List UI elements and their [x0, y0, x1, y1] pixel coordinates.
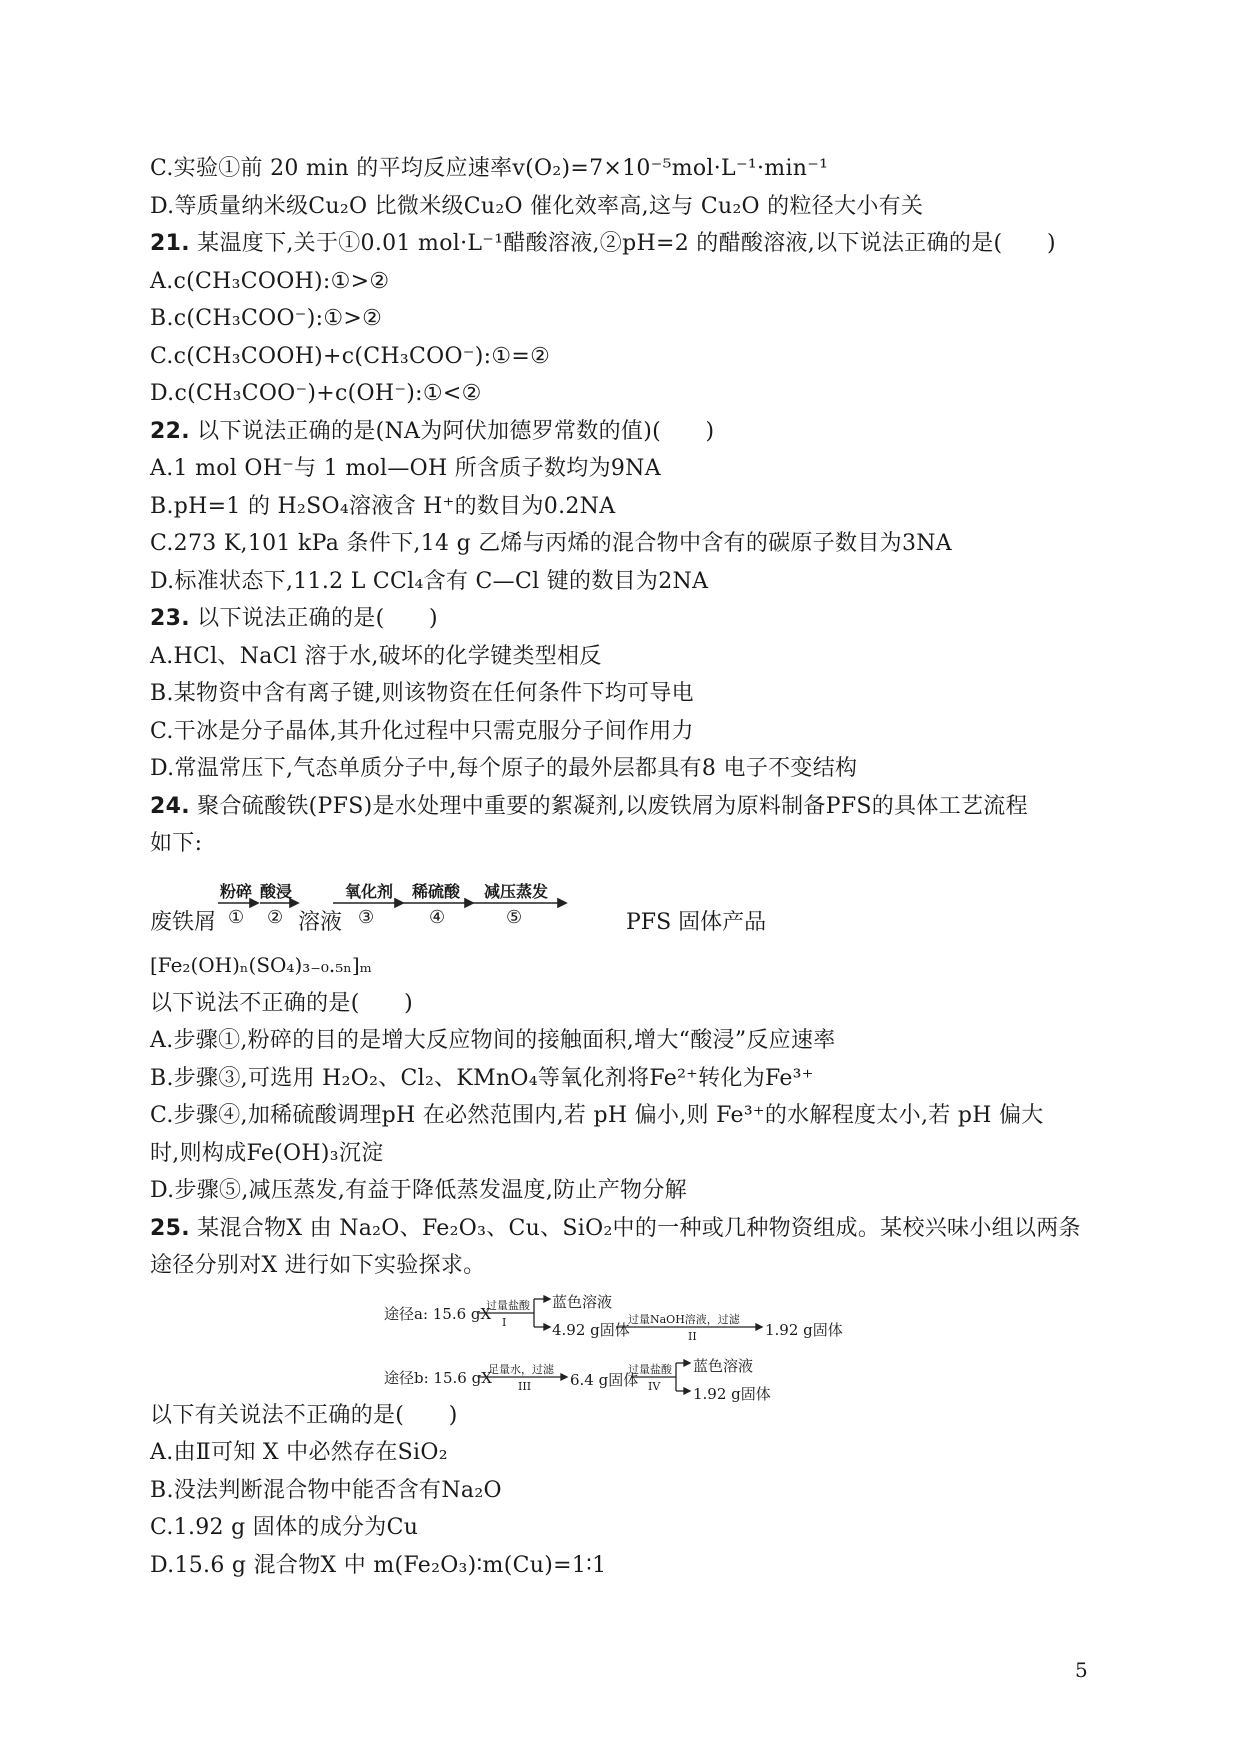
pfs-process-flow [150, 865, 1100, 945]
route-a-step2-number: II [688, 1329, 697, 1343]
q21-option-c: C.c(CH₃COOH)+c(CH₃COO⁻):①=② [150, 343, 551, 369]
pfs-formula: [Fe₂(OH)ₙ(SO₄)₃₋₀.₅ₙ]ₘ [150, 952, 372, 977]
q25-ask: 以下有关说法不正确的是( ) [150, 1402, 458, 1428]
question-number: 21. [150, 231, 190, 256]
step1-label: 粉碎 [220, 881, 253, 901]
question-22-stem [150, 413, 1100, 451]
q22-option-b: B.pH=1 的 H₂SO₄溶液含 H⁺的数目为0.2NA [150, 493, 616, 519]
q21-option-b: B.c(CH₃COO⁻):①>② [150, 306, 383, 331]
q25-option-b: B.没法判断混合物中能否含有Na₂O [150, 1477, 502, 1503]
question-text: 某温度下,关于①0.01 mol·L⁻¹醋酸溶液,②pH=2 的醋酸溶液,以下说法正确的是( ) [189, 231, 1056, 256]
question-number: 24. [150, 793, 190, 819]
question-24-stem [150, 788, 1100, 826]
q25-option-d: D.15.6 g 混合物X 中 m(Fe₂O₃)∶m(Cu)=1∶1 [150, 1552, 607, 1578]
q24-option-d: D.步骤⑤,减压蒸发,有益于降低蒸发温度,防止产物分解 [150, 1178, 687, 1203]
route-b-step2-number: IV [648, 1379, 661, 1393]
q24-option-b: B.步骤③,可选用 H₂O₂、Cl₂、KMnO₄等氧化剂将Fe²⁺转化为Fe³⁺ [150, 1065, 814, 1091]
q23-option-c: C.干冰是分子晶体,其升化过程中只需克服分子间作用力 [150, 718, 694, 744]
route-b-blue-solution: 蓝色溶液 [693, 1356, 754, 1375]
route-b-step2-label: 过量盐酸 [628, 1362, 672, 1376]
step3-number: ③ [358, 906, 375, 928]
question-23-stem [150, 600, 1100, 638]
route-a-step2-label: 过量NaOH溶液，过滤 [628, 1312, 740, 1326]
question-21-stem [150, 225, 1100, 263]
question-text: 聚合硫酸铁(PFS)是水处理中重要的絮凝剂,以废铁屑为原料制备PFS的具体工艺流程 [189, 793, 1028, 819]
route-a-start: 途径a: 15.6 gX [384, 1304, 492, 1323]
q22-option-a: A.1 mol OH⁻与 1 mol—OH 所含质子数均为9NA [150, 456, 661, 481]
question-25-stem-cont: 途径分别对X 进行如下实验探求。 [150, 1253, 486, 1278]
step1-number: ① [228, 906, 245, 928]
route-b-start: 途径b: 15.6 gX [384, 1368, 492, 1387]
route-b-step1-number: III [518, 1379, 532, 1393]
q23-option-a: A.HCl、NaCl 溶于水,破坏的化学键类型相反 [150, 643, 602, 669]
step4-number: ④ [429, 906, 446, 928]
question-text: 以下说法正确的是(NA为阿伏加德罗常数的值)( ) [189, 418, 715, 444]
prev-option-d: D.等质量纳米级Cu₂O 比微米级Cu₂O 催化效率高,这与 Cu₂O 的粒径大小有关 [150, 193, 924, 219]
q24-ask: 以下说法不正确的是( ) [150, 990, 414, 1016]
route-b-solid2: 1.92 g固体 [693, 1384, 771, 1403]
question-number: 23. [150, 606, 190, 631]
route-a-step1-label: 过量盐酸 [486, 1298, 530, 1312]
prev-option-c: C.实验①前 20 min 的平均反应速率v(O₂)=7×10⁻⁵mol·L⁻¹·min⁻¹ [150, 156, 829, 181]
page-content [150, 150, 1100, 1584]
step3-label: 氧化剂 [345, 881, 394, 901]
question-text: 某混合物X 由 Na₂O、Fe₂O₃、Cu、SiO₂中的一种或几种物资组成。某校兴味小组以两条 [189, 1215, 1081, 1241]
flow-mid: 溶液 [298, 909, 343, 935]
route-a-step1-number: I [502, 1315, 507, 1329]
flow-arrows [150, 865, 1100, 945]
q25-option-c: C.1.92 g 固体的成分为Cu [150, 1515, 419, 1540]
q22-option-c: C.273 K,101 kPa 条件下,14 g 乙烯与丙烯的混合物中含有的碳原子数目为3NA [150, 531, 952, 556]
question-text: 以下说法正确的是( ) [189, 606, 438, 631]
step5-number: ⑤ [506, 906, 523, 928]
q21-option-d: D.c(CH₃COO⁻)+c(OH⁻):①<② [150, 381, 482, 406]
q23-option-d: D.常温常压下,气态单质分子中,每个原子的最外层都具有8 电子不变结构 [150, 756, 858, 781]
route-a-solid1: 4.92 g固体 [552, 1320, 630, 1339]
flow-start: 废铁屑 [150, 909, 217, 935]
route-a-solid2: 1.92 g固体 [765, 1320, 843, 1339]
question-25-stem [150, 1210, 1100, 1248]
route-a-blue-solution: 蓝色溶液 [552, 1292, 613, 1311]
question-number: 25. [150, 1215, 190, 1241]
step2-label: 酸浸 [260, 881, 293, 901]
question-24-stem-cont: 如下: [150, 831, 203, 856]
route-b-step1-label: 足量水，过滤 [488, 1362, 554, 1376]
q22-option-d: D.标准状态下,11.2 L CCl₄含有 C—Cl 键的数目为2NA [150, 568, 709, 594]
route-b-solid1: 6.4 g固体 [570, 1370, 639, 1389]
q24-option-c-cont: 时,则构成Fe(OH)₃沉淀 [150, 1140, 384, 1166]
step4-label: 稀硫酸 [412, 881, 461, 901]
flow-end: PFS 固体产品 [626, 909, 767, 935]
q21-option-a: A.c(CH₃COOH):①>② [150, 268, 390, 294]
step2-number: ② [267, 906, 284, 928]
page-number: 5 [1075, 1658, 1088, 1682]
question-number: 22. [150, 418, 190, 444]
q25-option-a: A.由Ⅱ可知 X 中必然存在SiO₂ [150, 1440, 448, 1465]
step5-label: 减压蒸发 [484, 881, 549, 901]
q23-option-b: B.某物资中含有离子键,则该物资在任何条件下均可导电 [150, 681, 694, 706]
q24-option-a: A.步骤①,粉碎的目的是增大反应物间的接触面积,增大“酸浸”反应速率 [150, 1028, 836, 1053]
experiment-flow-diagram [384, 1291, 1100, 1403]
q24-option-c: C.步骤④,加稀硫酸调理pH 在必然范围内,若 pH 偏小,则 Fe³⁺的水解程度太小,若 pH 偏大 [150, 1103, 1044, 1128]
